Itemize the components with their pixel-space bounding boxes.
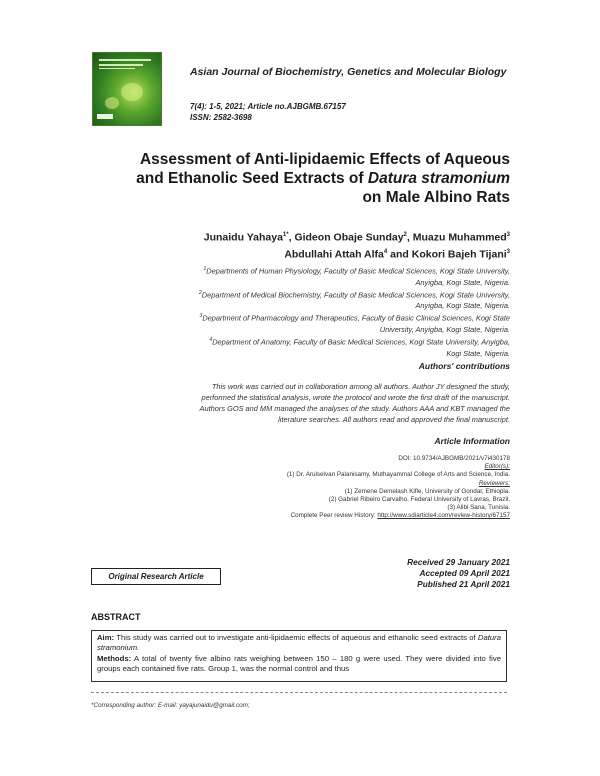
contributions-line: performed the statistical analysis, wrote the protocol and wrote the first draft of the manuscript. [201, 393, 510, 402]
cover-logo [97, 114, 113, 119]
paper-title [90, 150, 510, 207]
affiliation-line [100, 288, 510, 301]
affiliation-line [100, 335, 510, 348]
affiliation-mark: 1 [203, 266, 207, 272]
review-history [90, 512, 510, 520]
author-line-2 [70, 245, 510, 262]
review-history-label: Complete Peer review History: [290, 512, 378, 520]
affiliation-line: Anyigba, Kogi State, Nigeria. [415, 301, 510, 311]
received-date: Received 29 January 2021 [407, 557, 510, 567]
affiliation-text: Department of Anatomy, Faculty of Basic Medical Sciences, Kogi State University, Anyigba, [212, 337, 510, 347]
cover-title-bar [99, 68, 135, 69]
aim-text: This study was carried out to investigate anti-lipidaemic effects of aqueous and ethanolic seed extracts of [114, 633, 478, 642]
reviewer: (1) Zemene Demelash Kifle, University of Gondar, Ethiopia. [344, 487, 510, 495]
abstract-aim [97, 633, 501, 654]
author-affil-mark: 4 [383, 248, 388, 255]
author-separator: and [387, 248, 412, 260]
article-info-heading: Article Information [434, 436, 510, 446]
affiliation-mark: 2 [199, 289, 202, 296]
affiliation-text: Departments of Human Physiology, Faculty of Basic Medical Sciences, Kogi State University, [206, 266, 510, 276]
contributions-line: This work was carried out in collaboration among all authors. Author JY designed the study, [211, 382, 510, 391]
doi: DOI: 10.9734/AJBGMB/2021/v7i430178 [398, 455, 510, 462]
contributions-text [110, 381, 510, 425]
author-separator: , [406, 231, 413, 244]
affiliation-mark: 3 [199, 313, 203, 320]
editor-label: Editor(s): [484, 463, 510, 471]
author-list [70, 228, 510, 261]
article-type-box: Original Research Article [91, 568, 221, 585]
title-line-1: Assessment of Anti-lipidaemic Effects of Aqueous [139, 151, 510, 168]
journal-cover-image [92, 52, 162, 126]
affiliation-mark: 4 [209, 336, 213, 343]
cover-title-bar [99, 64, 143, 66]
author-affil-mark: 3 [506, 248, 510, 255]
author-name: Junaidu Yahaya [203, 231, 283, 244]
affiliation-line [100, 311, 510, 324]
methods-text: A total of twenty five albino rats weighing between 150 – 180 g were used. They were divided into five groups each contained five rats. Group 1, was the normal control and thus [97, 653, 501, 673]
publication-dates [407, 557, 510, 590]
cover-decoration [105, 97, 119, 109]
published-date: Published 21 April 2021 [417, 579, 510, 589]
corresponding-author-footnote: *Corresponding author: E-mail: yayajunaidu@gmail.com; [91, 702, 250, 709]
author-name: Kokori Bajeh Tijani [411, 248, 507, 260]
title-line-2-text: and Ethanolic Seed Extracts of [136, 170, 368, 187]
abstract-box [91, 630, 507, 682]
affiliations [100, 264, 510, 359]
issn: ISSN: 2582-3698 [190, 113, 252, 122]
cover-decoration [121, 83, 143, 101]
affiliation-text: Department of Pharmacology and Therapeutics, Faculty of Basic Clinical Sciences, Kogi State [202, 313, 510, 323]
contributions-heading: Authors' contributions [418, 361, 510, 371]
author-affil-mark: 3 [506, 232, 510, 238]
author-name: Abdullahi Attah Alfa [284, 248, 384, 260]
aim-label: Aim: [97, 633, 115, 642]
reviewer: (3) Alibi Sana, Tunisia. [447, 504, 510, 512]
methods-label: Methods: [97, 653, 132, 663]
cover-title-bar [99, 59, 151, 61]
affiliation-line: Anyigba, Kogi State, Nigeria. [415, 277, 510, 287]
contributions-line: Authors GOS and MM managed the analyses of the study. Authors AAA and KBT managed the [199, 404, 510, 413]
affiliation-line: University, Anyigba, Kogi State, Nigeria. [379, 324, 510, 334]
author-affil-mark: 1* [282, 232, 289, 238]
article-citation: 7(4): 1-5, 2021; Article no.AJBGMB.67157 [190, 102, 346, 111]
editor: (1) Dr. Arulselvan Palanisamy, Muthayammal College of Arts and Science, India. [286, 471, 510, 479]
affiliation-text: Department of Medical Biochemistry, Faculty of Basic Medical Sciences, Kogi State University, [201, 290, 510, 300]
title-line-2 [90, 169, 510, 188]
author-name: Muazu Muhammed [412, 231, 507, 244]
species-name: Datura stramonium [367, 170, 510, 187]
abstract-heading: ABSTRACT [91, 612, 141, 622]
author-separator: , [288, 231, 295, 244]
author-name: Gideon Obaje Sunday [294, 231, 404, 244]
article-info [90, 455, 510, 521]
affiliation-line: Kogi State, Nigeria. [446, 348, 510, 358]
reviewers-label: Reviewers: [478, 479, 510, 487]
abstract-methods [97, 654, 501, 675]
accepted-date: Accepted 09 April 2021 [419, 568, 510, 578]
affiliation-line [100, 264, 510, 277]
author-line-1 [70, 228, 510, 245]
journal-name: Asian Journal of Biochemistry, Genetics and Molecular Biology [190, 66, 507, 78]
review-history-link[interactable]: http://www.sdiarticle4.com/review-history/67157 [377, 512, 510, 520]
author-affil-mark: 2 [403, 232, 407, 238]
title-line-3: on Male Albino Rats [362, 189, 510, 206]
reviewer: (2) Gabriel Ribeiro Carvalho, Federal University of Lavras, Brazil. [328, 496, 510, 504]
footnote-divider [91, 692, 507, 693]
contributions-line: literature searches. All authors read and approved the final manuscript. [278, 415, 510, 424]
aim-species: Datura stramonium. [97, 633, 501, 653]
